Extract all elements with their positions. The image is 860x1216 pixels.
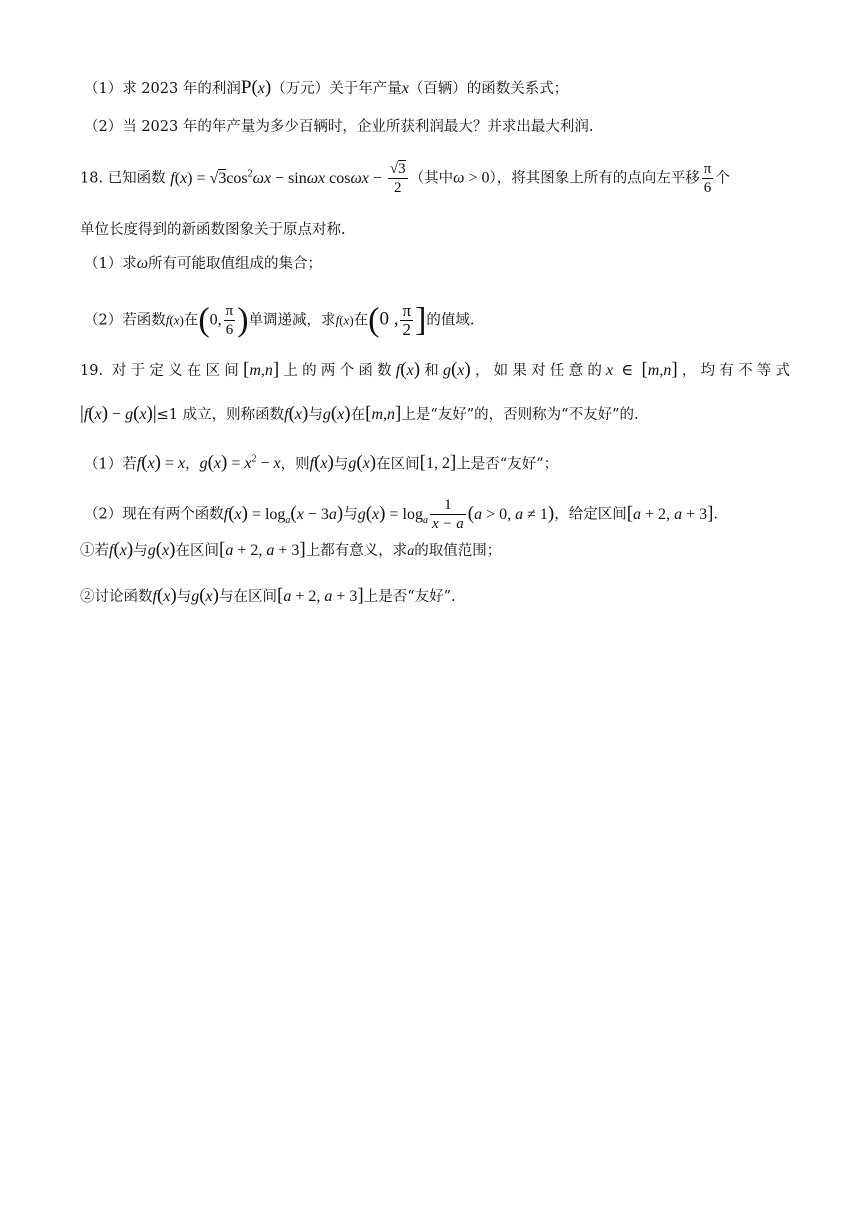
q19-part1: [84, 450, 790, 474]
q19-sub1-in: 在区间: [175, 543, 219, 559]
math-fx-small-b: f(x): [335, 312, 354, 328]
q19-stem: [80, 360, 790, 381]
math-frac-1-xa: $\frac{1}{x - a}$: [431, 497, 464, 532]
q18-part2-in2: 在: [353, 312, 369, 329]
q18-part1-suffix: 所有可能取值组成的集合；: [148, 256, 323, 272]
math-a-cond: (a > 0, a ≠ 1): [467, 502, 555, 524]
math-fx-3: f(x): [309, 452, 334, 474]
q19-sub2-tail: 上是否“友好”.: [363, 589, 456, 605]
q19-part1-in: 在区间: [376, 456, 420, 473]
math-gx-3: g(x): [348, 452, 377, 474]
math-fx-log: $f(x) = \log_a(x - 3a)$: [223, 502, 344, 526]
q19-part2-prefix: （2）现在有两个函数: [84, 506, 224, 523]
math-gx: g(x): [442, 359, 471, 380]
q19-sub2-with: 与: [176, 589, 192, 605]
q18-part1-prefix: （1）求: [84, 256, 137, 272]
q19-sub1-tail2: 的取值范围；: [414, 543, 502, 559]
math-Px: P(x): [240, 77, 272, 98]
math-x-in-mn: x ∈ [m,n]: [606, 359, 678, 380]
q18-tail2: 个: [715, 170, 730, 187]
q18-lead: 18. 已知函数: [80, 170, 166, 187]
math-fx-small: f(x): [165, 312, 184, 328]
math-abs-diff: |f(x) − g(x)|: [80, 403, 157, 424]
math-x: x: [401, 80, 409, 97]
q19-part1-comma: ，: [185, 456, 200, 473]
math-frac-pi-6: $\frac{\pi}{6}$: [703, 161, 712, 196]
math-gx-5: g(x): [191, 585, 219, 606]
math-gx-eq: $g(x) = x^2 - x$: [199, 452, 281, 474]
math-interval-mn-2: [m,n]: [365, 403, 402, 424]
math-gx-log: $g(x) = \log_a$: [357, 502, 428, 526]
q18-cond: （其中: [409, 170, 454, 187]
math-frac-sqrt3-2: $\frac{√3}{2}$: [389, 161, 406, 196]
q19-sub1-prefix: ①若: [80, 543, 109, 559]
q19-part2-end: .: [713, 506, 719, 523]
math-gx-4: g(x): [147, 539, 176, 560]
q17-part2: （2）当 2023 年的年产量为多少百辆时，企业所获利润最大？并求出最大利润.: [84, 119, 594, 135]
q19-part1-tail: 上是否“友好”；: [456, 456, 559, 473]
q18-stem: [80, 160, 790, 197]
q19-part2-given: ，给定区间: [554, 506, 627, 523]
q19-lead-b: 上的两个函数: [279, 363, 396, 379]
q19-lead-d: ，均有不等式: [677, 363, 791, 379]
math-omega-pos: ω > 0: [453, 169, 490, 187]
q18-part2: [84, 302, 790, 339]
q19-line2-with: 与: [308, 407, 323, 423]
q19-sub2-in: 与在区间: [218, 589, 277, 605]
q18-part1: [84, 254, 790, 274]
math-gx-2: g(x): [322, 403, 351, 424]
math-zero: 0,: [209, 311, 222, 329]
paren-close: ): [237, 301, 249, 339]
math-interval-a-3: [a + 2, a + 3]: [276, 585, 364, 606]
q18-part2-mono: 单调递减，求: [248, 312, 336, 329]
math-fx-def: $f(x) = √3\cos^2\omega x - \sin\omega x$ cosωx −: [170, 168, 386, 187]
q17-part1-text: （1）求 2023 年的利润: [84, 81, 241, 97]
q17-part1-tail: （百辆）的函数关系式；: [408, 81, 569, 97]
math-fx-eq-x: f(x) = x: [136, 452, 186, 474]
q18-part2-suffix: 的值域.: [426, 312, 475, 329]
math-interval-a-2: [a + 2, a + 3]: [218, 539, 306, 560]
q17-part1: [84, 78, 790, 99]
q19-sub2-prefix: ②讨论函数: [80, 589, 153, 605]
q19-part1-prefix: （1）若: [84, 456, 137, 473]
q19-line2-a: ≤1 成立，则称函数: [156, 407, 285, 423]
math-a: a: [407, 544, 415, 559]
bracket-close: ]: [415, 301, 427, 339]
math-fx-2: f(x): [284, 403, 309, 424]
q19-lead-c: ，如果对任意的: [470, 363, 607, 379]
q18-part2-prefix: （2）若函数: [84, 312, 166, 329]
math-interval-1-2: [1, 2]: [419, 452, 457, 474]
math-fx-5: f(x): [152, 585, 177, 606]
q19-sub1-with: 与: [133, 543, 148, 559]
q17-part1-mid: （万元）关于年产量: [271, 81, 402, 97]
q19-line2-in: 在: [350, 407, 366, 423]
q19-part1-then: ，则: [280, 456, 310, 473]
math-omega: ω: [136, 255, 149, 272]
q18-stem-line2: 单位长度得到的新函数图象关于原点对称.: [80, 222, 346, 238]
math-fx: f(x): [395, 359, 421, 380]
math-fx-4: f(x): [109, 539, 134, 560]
q19-sub1-tail: 上都有意义，求: [305, 543, 408, 559]
q19-and: 和: [420, 363, 443, 379]
q18-tail: ），将其图象上所有的点向左平移: [489, 170, 700, 187]
q19-line2-tail: 上是“友好”的，否则称为“不友好”的.: [401, 407, 639, 423]
math-interval-mn: [m,n]: [242, 359, 280, 380]
q19-part1-with: 与: [333, 456, 349, 473]
math-frac-pi-2: $\frac{\pi}{2}$: [402, 301, 412, 339]
q19-part2: [84, 496, 790, 533]
q19-lead: 19. 对于定义在区间: [80, 363, 243, 379]
q19-stem-line2: [80, 404, 790, 425]
q19-sub1: [80, 540, 790, 562]
q18-part2-in: 在: [183, 312, 199, 329]
bracket-open: (: [368, 301, 380, 339]
q19-sub2: [80, 586, 790, 607]
q19-part2-with: 与: [343, 506, 358, 523]
math-zero-b: 0 ,: [379, 308, 399, 330]
math-interval-a: [a + 2, a + 3]: [626, 502, 714, 524]
math-frac-pi-6-b: $\frac{\pi}{6}$: [225, 303, 234, 338]
paren-open: (: [198, 301, 210, 339]
